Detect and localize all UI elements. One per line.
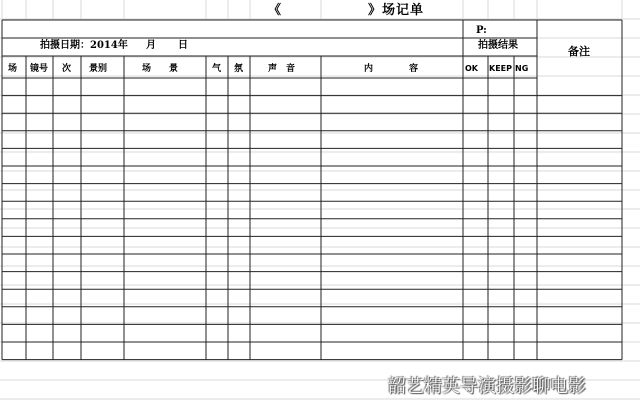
col-header-content: 内 容	[364, 64, 419, 74]
col-header-scene-no: 场	[8, 64, 18, 74]
watermark-text: 韶艺精英导演摄影聊电影	[388, 376, 586, 397]
col-header-ok: OK	[465, 64, 478, 73]
col-header-shot-no: 镜号	[30, 64, 49, 74]
col-header-sound: 声 音	[268, 64, 296, 74]
col-header-mood-1: 气	[212, 64, 222, 74]
remarks-label: 备注	[568, 45, 590, 58]
shoot-date-day: 日	[178, 40, 188, 51]
shoot-date-month: 月	[146, 40, 156, 51]
shoot-date-label: 拍摄日期：	[40, 40, 90, 51]
col-header-take: 次	[62, 64, 72, 74]
page-label: P:	[476, 25, 487, 36]
shoot-result-label: 拍摄结果	[478, 40, 518, 51]
col-header-shot-size: 景别	[89, 64, 108, 74]
shoot-date-year: 2014年	[90, 40, 128, 51]
col-header-location: 场 景	[142, 64, 179, 74]
col-header-ng: NG	[515, 64, 529, 73]
col-header-keep: KEEP	[489, 64, 512, 73]
title-text: 》场记单	[368, 3, 425, 18]
title-open-quote: 《	[268, 3, 283, 18]
col-header-mood-2: 氛	[234, 64, 244, 74]
